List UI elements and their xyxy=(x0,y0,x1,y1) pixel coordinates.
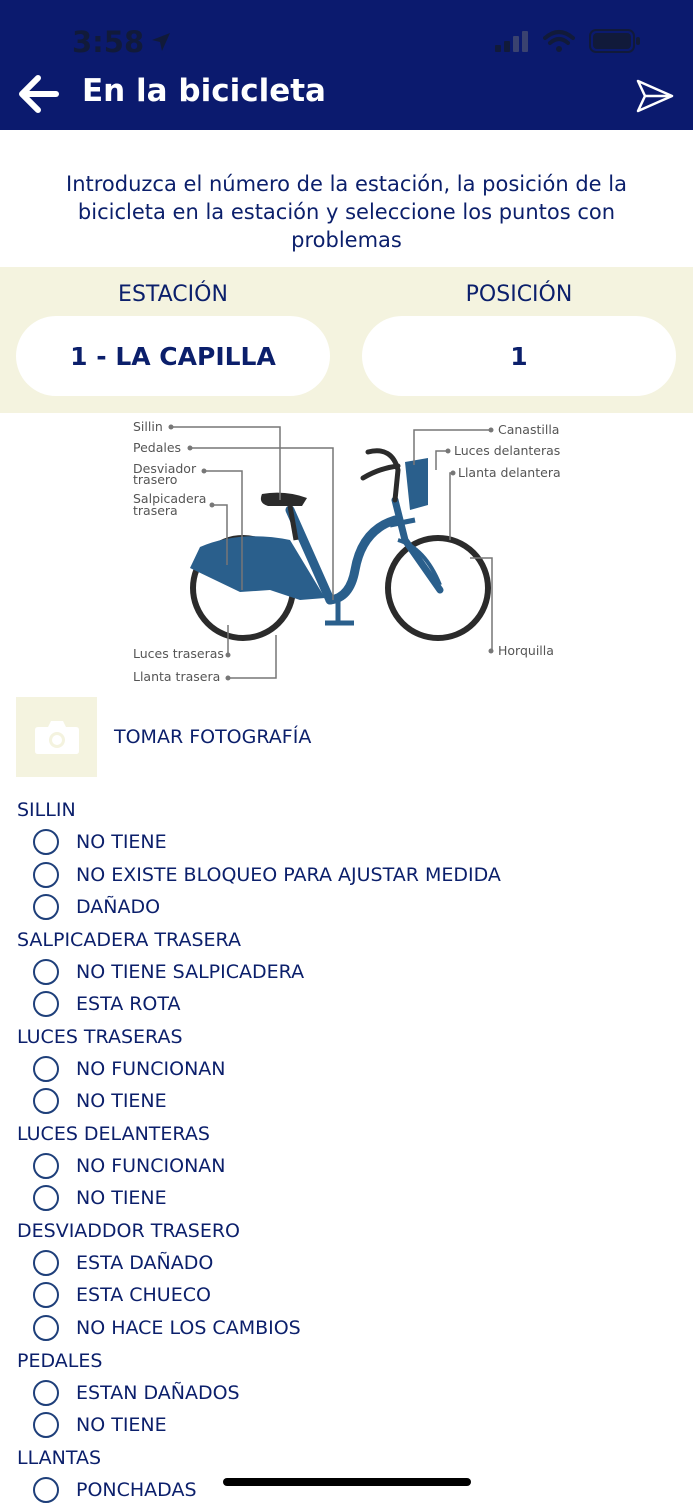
label-luces-traseras: Luces traseras xyxy=(133,646,224,661)
radio-circle[interactable] xyxy=(33,1250,59,1276)
option-desviador-danado[interactable] xyxy=(33,1249,213,1277)
section-title-llantas: LLANTAS xyxy=(17,1447,102,1469)
label-luces-delanteras: Luces delanteras xyxy=(454,443,561,458)
option-label: PONCHADAS xyxy=(76,1479,197,1501)
radio-circle[interactable] xyxy=(33,862,59,888)
label-horquilla: Horquilla xyxy=(498,643,554,658)
radio-circle[interactable] xyxy=(33,1412,59,1438)
option-label: NO TIENE xyxy=(76,1090,167,1112)
radio-circle[interactable] xyxy=(33,991,59,1017)
option-label: ESTAN DAÑADOS xyxy=(76,1382,240,1404)
back-button[interactable] xyxy=(14,70,62,118)
option-sillin-no-bloqueo[interactable] xyxy=(33,861,501,889)
option-sillin-danado[interactable] xyxy=(33,893,160,921)
bike-diagram xyxy=(0,415,693,690)
option-salpicadera-no-tiene[interactable] xyxy=(33,958,304,986)
label-llanta-delantera: Llanta delantera xyxy=(458,465,561,480)
position-label: POSICIÓN xyxy=(465,282,573,307)
section-title-desviador: DESVIADDOR TRASERO xyxy=(17,1220,241,1242)
option-label: NO TIENE xyxy=(76,831,167,853)
label-desviador-1: Desviador xyxy=(133,461,197,476)
option-label: ESTA ROTA xyxy=(76,993,181,1015)
take-photo-label: TOMAR FOTOGRAFÍA xyxy=(114,726,312,748)
option-label: ESTA DAÑADO xyxy=(76,1252,214,1274)
take-photo-button[interactable] xyxy=(16,697,311,777)
option-label: NO TIENE xyxy=(76,1414,167,1436)
back-arrow-icon xyxy=(16,74,60,114)
label-canastilla: Canastilla xyxy=(498,422,560,437)
option-label: DAÑADO xyxy=(76,896,161,918)
camera-icon xyxy=(34,719,80,755)
option-desviador-chueco[interactable] xyxy=(33,1281,211,1309)
section-title-pedales: PEDALES xyxy=(17,1350,103,1372)
radio-circle[interactable] xyxy=(33,1477,59,1503)
option-label: ESTA CHUECO xyxy=(76,1284,211,1306)
option-luces-traseras-no-tiene[interactable] xyxy=(33,1087,167,1115)
option-pedales-no-tiene[interactable] xyxy=(33,1411,167,1439)
radio-circle[interactable] xyxy=(33,829,59,855)
radio-circle[interactable] xyxy=(33,1380,59,1406)
radio-circle[interactable] xyxy=(33,1056,59,1082)
camera-tile xyxy=(16,697,97,777)
label-desviador-2: trasero xyxy=(133,472,178,487)
send-button[interactable] xyxy=(631,72,679,120)
status-icons xyxy=(495,28,641,54)
section-title-sillin: SILLIN xyxy=(17,799,76,821)
position-value: 1 xyxy=(510,341,528,371)
radio-circle[interactable] xyxy=(33,894,59,920)
label-salpicadera-2: trasera xyxy=(133,503,178,518)
option-luces-delanteras-no-funcionan[interactable] xyxy=(33,1152,226,1180)
option-label: NO FUNCIONAN xyxy=(76,1058,226,1080)
option-label: NO TIENE SALPICADERA xyxy=(76,961,305,983)
home-indicator[interactable] xyxy=(223,1478,471,1486)
option-label: NO FUNCIONAN xyxy=(76,1155,226,1177)
location-arrow-icon xyxy=(150,31,172,53)
station-value: 1 - LA CAPILLA xyxy=(70,341,276,371)
radio-circle[interactable] xyxy=(33,1282,59,1308)
option-sillin-no-tiene[interactable] xyxy=(33,828,167,856)
label-pedales: Pedales xyxy=(133,440,182,455)
status-bar-time xyxy=(72,22,172,62)
radio-circle[interactable] xyxy=(33,1185,59,1211)
section-title-luces-traseras: LUCES TRASERAS xyxy=(17,1026,183,1048)
option-desviador-no-cambios[interactable] xyxy=(33,1314,301,1342)
instructions-text: Introduzca el número de la estación, la posición de la bicicleta en la estación y seleccione los puntos con problemas xyxy=(66,172,627,252)
option-pedales-danados[interactable] xyxy=(33,1379,240,1407)
battery-icon xyxy=(589,28,641,54)
option-label: NO EXISTE BLOQUEO PARA AJUSTAR MEDIDA xyxy=(76,864,501,886)
position-field[interactable] xyxy=(362,316,676,396)
option-label: NO TIENE xyxy=(76,1187,167,1209)
option-luces-delanteras-no-tiene[interactable] xyxy=(33,1184,167,1212)
radio-circle[interactable] xyxy=(33,1153,59,1179)
radio-circle[interactable] xyxy=(33,1088,59,1114)
status-time: 3:58 xyxy=(72,25,145,59)
option-salpicadera-rota[interactable] xyxy=(33,990,181,1018)
page-title: En la bicicleta xyxy=(82,73,326,109)
signal-icon xyxy=(495,30,529,52)
option-label: NO HACE LOS CAMBIOS xyxy=(76,1317,301,1339)
station-label: ESTACIÓN xyxy=(118,282,228,307)
send-icon xyxy=(635,78,675,114)
radio-circle[interactable] xyxy=(33,1315,59,1341)
label-llanta-trasera: Llanta trasera xyxy=(133,669,221,684)
section-title-salpicadera: SALPICADERA TRASERA xyxy=(17,929,241,951)
section-title-luces-delanteras: LUCES DELANTERAS xyxy=(17,1123,210,1145)
radio-circle[interactable] xyxy=(33,959,59,985)
wifi-icon xyxy=(543,29,575,53)
label-salpicadera-1: Salpicadera xyxy=(133,491,207,506)
option-luces-traseras-no-funcionan[interactable] xyxy=(33,1055,226,1083)
station-field[interactable] xyxy=(16,316,330,396)
label-sillin: Sillin xyxy=(133,419,163,434)
app-header xyxy=(0,0,693,130)
